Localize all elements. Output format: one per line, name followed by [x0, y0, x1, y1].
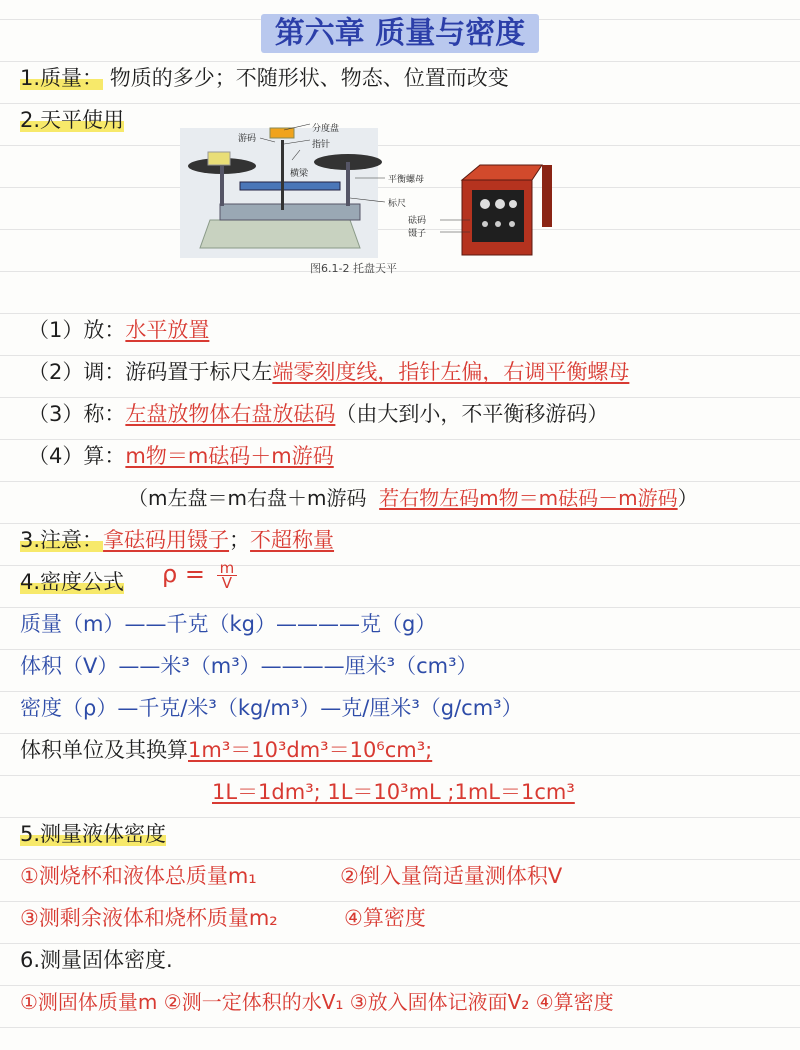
step-1: （1）放：水平放置 — [28, 318, 210, 342]
page-title: 第六章 质量与密度 — [0, 8, 800, 52]
section-6-label: 6.测量固体密度. — [20, 948, 173, 972]
liquid-step-4: ④算密度 — [344, 906, 426, 930]
unit-mass: 质量（m）——千克（kg）————克（g） — [20, 612, 437, 636]
section-2-label: 2.天平使用 — [20, 108, 125, 132]
label-scale: 标尺 — [388, 199, 407, 209]
step-4-note: （m左盘＝m右盘＋m游码 若右物左码m物＝m砝码－m游码） — [128, 486, 698, 510]
volume-conversion: 体积单位及其换算1m³＝10³dm³＝10⁶cm³; — [20, 738, 433, 762]
unit-volume: 体积（V）——米³（m³）————厘米³（cm³） — [20, 654, 478, 678]
label-pointer: 指针 — [312, 140, 331, 150]
section-4-label: 4.密度公式 — [20, 570, 125, 594]
step-3: （3）称：左盘放物体右盘放砝码（由大到小，不平衡移游码） — [28, 402, 609, 426]
volume-conversion-2: 1L＝1dm³; 1L＝10³mL ;1mL＝1cm³ — [212, 780, 575, 804]
liquid-step-3: ③测剩余液体和烧杯质量m₂ — [20, 906, 278, 930]
liquid-step-2: ②倒入量筒适量测体积V — [340, 864, 563, 888]
label-dial: 分度盘 — [312, 124, 340, 134]
label-weights: 砝码 — [408, 216, 427, 226]
section-1-label: 1.质量： — [20, 66, 104, 90]
section-1-text: 物质的多少；不随形状、物态、位置而改变 — [109, 66, 509, 90]
label-rider: 游码 — [238, 134, 257, 144]
unit-density: 密度（ρ）—千克/米³（kg/m³）—克/厘米³（g/cm³） — [20, 696, 523, 720]
step-4: （4）算：m物＝m砝码＋m游码 — [28, 444, 334, 468]
label-tweezers: 镊子 — [408, 229, 427, 239]
solid-steps: ①测固体质量m ②测一定体积的水V₁ ③放入固体记液面V₂ ④算密度 — [20, 990, 614, 1014]
section-3: 3.注意：拿砝码用镊子；不超称量 — [20, 528, 335, 552]
figure-caption: 图6.1-2 托盘天平 — [310, 262, 397, 275]
density-formula: ρ = $\frac{m}{V}$ — [162, 560, 237, 590]
liquid-step-1: ①测烧杯和液体总质量m₁ — [20, 864, 257, 888]
section-1 — [20, 62, 509, 92]
label-beam: 横梁 — [290, 169, 309, 179]
label-balance-nut: 平衡螺母 — [388, 175, 425, 185]
section-5-label: 5.测量液体密度 — [20, 822, 167, 846]
step-2: （2）调：游码置于标尺左端零刻度线，指针左偏，右调平衡螺母 — [28, 360, 630, 384]
